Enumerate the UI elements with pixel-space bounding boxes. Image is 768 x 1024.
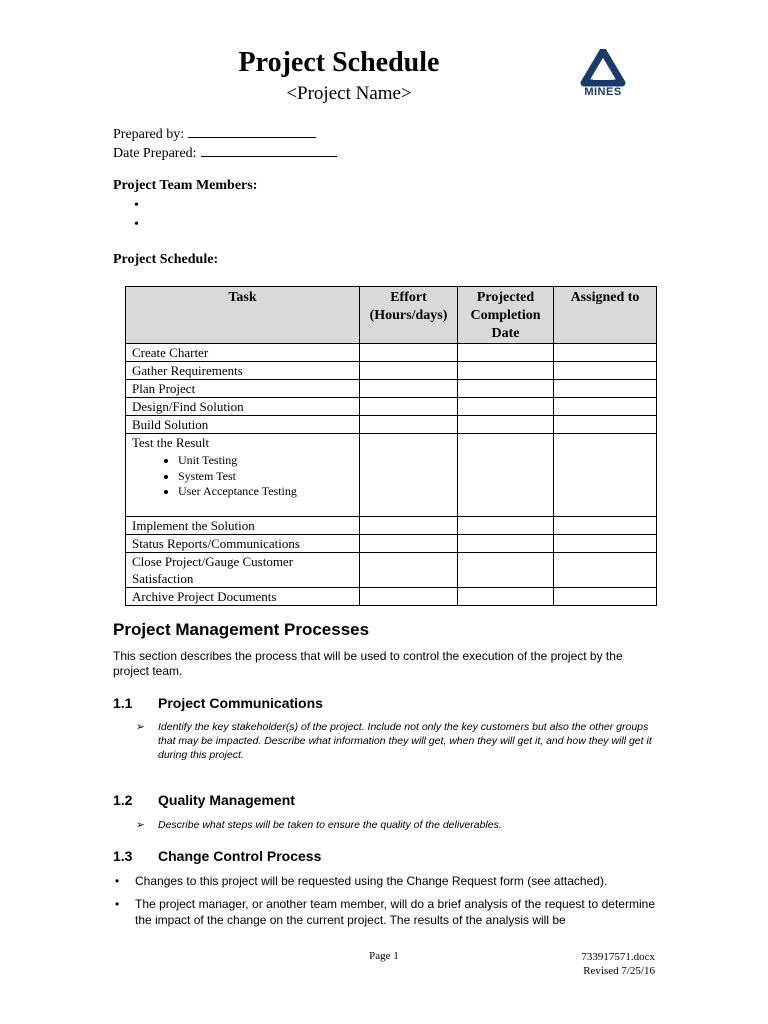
prepared-by-field (113, 124, 316, 143)
task-label-line1: Close Project/Gauge Customer (132, 554, 294, 569)
date-cell[interactable] (458, 344, 554, 362)
table-row (126, 380, 657, 398)
section-title-quality: Quality Management (158, 792, 295, 808)
date-cell[interactable] (458, 416, 554, 434)
date-cell[interactable] (458, 398, 554, 416)
prepared-by-label: Prepared by: (113, 127, 185, 142)
communications-note (136, 720, 654, 762)
date-cell[interactable] (458, 380, 554, 398)
assigned-cell[interactable] (554, 553, 657, 588)
task-cell: Gather Requirements (126, 362, 360, 380)
schedule-table (125, 286, 657, 606)
effort-cell[interactable] (360, 344, 458, 362)
project-name-placeholder: <Project Name> (286, 83, 412, 104)
col-task-label: Task (228, 290, 257, 305)
effort-cell[interactable] (360, 553, 458, 588)
effort-cell[interactable] (360, 380, 458, 398)
effort-cell[interactable] (360, 398, 458, 416)
schedule-heading: Project Schedule: (113, 252, 219, 267)
col-effort-unit: (Hours/days) (369, 308, 448, 323)
pm-processes-heading: Project Management Processes (113, 620, 370, 639)
col-projected (458, 287, 554, 344)
mines-logo-icon (578, 49, 628, 89)
document-title: Project Schedule (238, 47, 440, 78)
date-cell[interactable] (458, 588, 554, 606)
bullet-icon: • (115, 897, 120, 911)
date-cell[interactable] (458, 535, 554, 553)
effort-cell[interactable] (360, 588, 458, 606)
assigned-cell[interactable] (554, 588, 657, 606)
footer-filename: 733917571.docx (581, 951, 655, 963)
section-number: 1.3 (113, 848, 133, 864)
team-members-heading: Project Team Members: (113, 178, 258, 193)
task-label: Test the Result (132, 435, 210, 450)
arrow-bullet-icon: ➢ (136, 721, 145, 733)
table-row (126, 416, 657, 434)
assigned-cell[interactable] (554, 517, 657, 535)
section-number: 1.1 (113, 695, 133, 711)
assigned-cell[interactable] (554, 344, 657, 362)
table-row (126, 344, 657, 362)
section-title-change-control: Change Control Process (158, 848, 322, 864)
team-bullet: • (134, 198, 139, 213)
assigned-cell[interactable] (554, 362, 657, 380)
footer-file-info (520, 950, 655, 978)
assigned-cell[interactable] (554, 416, 657, 434)
effort-cell[interactable] (360, 434, 458, 517)
footer-page-number: Page 1 (369, 950, 399, 962)
date-cell[interactable] (458, 434, 554, 517)
task-cell: Archive Project Documents (126, 588, 360, 606)
col-projected-line1: Projected (476, 290, 535, 305)
communications-note-text: Identify the key stakeholder(s) of the project. Include not only the key customers but also the other groups that may be impacted. Describe what information they will get, when they will get it, and how they will get it during this project. (158, 721, 652, 761)
assigned-cell[interactable] (554, 398, 657, 416)
section-number: 1.2 (113, 792, 133, 808)
col-task (126, 287, 360, 344)
list-item: • System Test (178, 469, 353, 485)
task-cell: Status Reports/Communications (126, 535, 360, 553)
footer-revised: Revised 7/25/16 (583, 965, 655, 977)
col-assigned (554, 287, 657, 344)
date-cell[interactable] (458, 362, 554, 380)
task-cell: Plan Project (126, 380, 360, 398)
team-bullet: • (134, 217, 139, 232)
table-row (126, 553, 657, 588)
change-control-bullet (113, 897, 655, 928)
assigned-cell[interactable] (554, 380, 657, 398)
table-row (126, 535, 657, 553)
col-effort (360, 287, 458, 344)
table-row (126, 398, 657, 416)
quality-note (136, 818, 654, 832)
col-projected-line3: Date (491, 326, 520, 341)
list-item: • User Acceptance Testing (178, 484, 353, 500)
date-prepared-blank[interactable] (201, 143, 337, 157)
effort-cell[interactable] (360, 535, 458, 553)
date-prepared-label: Date Prepared: (113, 146, 197, 161)
bullet-icon: • (115, 874, 120, 888)
task-label-line2: Satisfaction (132, 571, 194, 586)
effort-cell[interactable] (360, 362, 458, 380)
col-effort-label: Effort (390, 290, 427, 305)
list-item: • Unit Testing (178, 453, 353, 469)
quality-note-text: Describe what steps will be taken to ensure the quality of the deliverables. (158, 819, 502, 831)
effort-cell[interactable] (360, 517, 458, 535)
table-row (126, 362, 657, 380)
task-cell (126, 553, 360, 588)
change-control-text: Changes to this project will be requested using the Change Request form (see attached). (135, 874, 608, 888)
effort-cell[interactable] (360, 416, 458, 434)
assigned-cell[interactable] (554, 434, 657, 517)
date-cell[interactable] (458, 517, 554, 535)
arrow-bullet-icon: ➢ (136, 819, 145, 831)
task-cell: Implement the Solution (126, 517, 360, 535)
col-assigned-label: Assigned to (570, 290, 640, 305)
logo-text: MINES (584, 86, 622, 98)
table-row (126, 588, 657, 606)
task-cell: Create Charter (126, 344, 360, 362)
date-cell[interactable] (458, 553, 554, 588)
date-prepared-field (113, 143, 337, 162)
col-projected-line2: Completion (470, 308, 541, 323)
task-cell: Design/Find Solution (126, 398, 360, 416)
task-cell: Build Solution (126, 416, 360, 434)
pm-processes-description: This section describes the process that will be used to control the execution of the project by the project team. (113, 649, 623, 678)
prepared-by-blank[interactable] (188, 124, 316, 138)
table-header-row (126, 287, 657, 344)
change-control-bullet (113, 874, 655, 890)
table-row (126, 434, 657, 517)
task-cell (126, 434, 360, 517)
table-row (126, 517, 657, 535)
test-subitems (132, 453, 353, 500)
assigned-cell[interactable] (554, 535, 657, 553)
change-control-text: The project manager, or another team member, will do a brief analysis of the request to determine the impact of the change on the current project. The results of the analysis will be (135, 897, 655, 927)
section-title-communications: Project Communications (158, 695, 323, 711)
